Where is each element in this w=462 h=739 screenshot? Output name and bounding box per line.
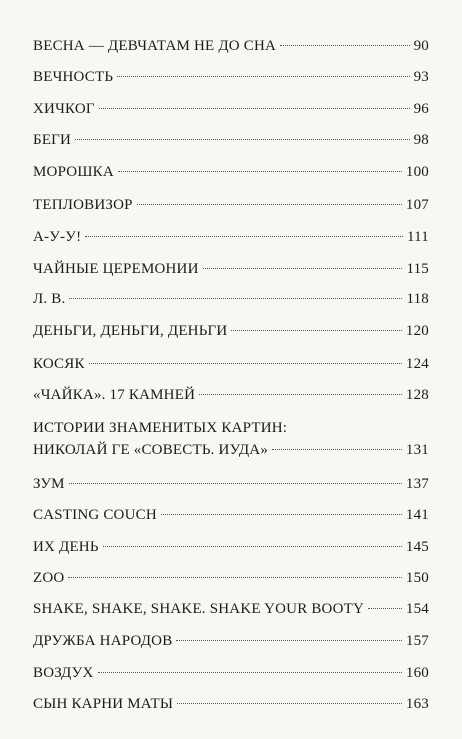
dot-leader — [68, 577, 401, 578]
toc-title: ЧАЙНЫЕ ЦЕРЕМОНИИ — [33, 261, 199, 277]
toc-title: SHAKE, SHAKE, SHAKE. SHAKE YOUR BOOTY — [33, 601, 365, 617]
toc-entry — [33, 259, 429, 279]
toc-page-number: 96 — [413, 101, 429, 117]
toc-entry — [33, 474, 429, 494]
toc-title-first-line: ИСТОРИИ ЗНАМЕНИТЫХ КАРТИН: — [33, 420, 288, 436]
toc-title: Л. В. — [33, 291, 66, 307]
toc-entry — [33, 663, 429, 683]
toc-page-number: 107 — [405, 197, 429, 213]
toc-page-number: 100 — [405, 164, 429, 180]
toc-entry — [33, 130, 429, 150]
toc-page-number: 118 — [406, 291, 429, 307]
dot-leader — [99, 108, 410, 109]
toc-title: ИХ ДЕНЬ — [33, 539, 99, 555]
toc-page-number: 141 — [405, 507, 429, 523]
toc-entry — [33, 599, 429, 619]
toc-title: ДЕНЬГИ, ДЕНЬГИ, ДЕНЬГИ — [33, 323, 228, 339]
dot-leader — [203, 268, 403, 269]
toc-entry — [33, 321, 429, 341]
toc-title: ВЕСНА — ДЕВЧАТАМ НЕ ДО СНА — [33, 38, 277, 54]
toc-title: КОСЯК — [33, 356, 85, 372]
toc-title: СЫН КАРНИ МАТЫ — [33, 696, 174, 712]
dot-leader — [103, 546, 402, 547]
toc-title: ДРУЖБА НАРОДОВ — [33, 633, 173, 649]
dot-leader — [137, 204, 402, 205]
toc-entry — [33, 99, 429, 119]
dot-leader — [161, 514, 402, 515]
toc-page-number: 93 — [413, 69, 429, 85]
dot-leader — [75, 139, 410, 140]
dot-leader — [117, 76, 409, 77]
toc-title: CASTING COUCH — [33, 507, 157, 523]
toc-page-number: 157 — [405, 633, 429, 649]
dot-leader — [231, 330, 401, 331]
toc-title: ВОЗДУХ — [33, 665, 94, 681]
toc-entry — [33, 631, 429, 651]
toc-entry — [33, 385, 429, 405]
toc-page-number: 115 — [406, 261, 429, 277]
toc-title: ЗУМ — [33, 476, 65, 492]
toc-entry — [33, 227, 429, 247]
toc-title: ХИЧКОГ — [33, 101, 95, 117]
toc-title: МОРОШКА — [33, 164, 114, 180]
dot-leader — [176, 640, 401, 641]
toc-entry — [33, 289, 429, 309]
toc-entry — [33, 162, 429, 182]
toc-title: ZOO — [33, 570, 65, 586]
toc-title: ВЕЧНОСТЬ — [33, 69, 114, 85]
toc-page-number: 90 — [413, 38, 429, 54]
dot-leader — [118, 171, 402, 172]
toc-title: ТЕПЛОВИЗОР — [33, 197, 133, 213]
dot-leader — [98, 672, 402, 673]
toc-page-number: 150 — [405, 570, 429, 586]
toc-page-number: 137 — [405, 476, 429, 492]
toc-title: БЕГИ — [33, 132, 72, 148]
dot-leader — [69, 483, 402, 484]
toc-entry — [33, 568, 429, 588]
toc-title: А-У-У! — [33, 229, 82, 245]
toc-entry — [33, 195, 429, 215]
toc-page-number: 98 — [413, 132, 429, 148]
toc-page-number: 160 — [405, 665, 429, 681]
toc-entry — [33, 67, 429, 87]
toc-entry — [33, 694, 429, 714]
toc-entry — [33, 354, 429, 374]
toc-page-number: 111 — [407, 229, 429, 245]
dot-leader — [280, 45, 410, 46]
toc-title: «ЧАЙКА». 17 КАМНЕЙ — [33, 387, 196, 403]
toc-page-number: 131 — [405, 442, 429, 458]
toc-page-number: 124 — [405, 356, 429, 372]
toc-page-number: 163 — [405, 696, 429, 712]
toc-entry — [33, 36, 429, 56]
toc-entry — [33, 505, 429, 525]
dot-leader — [199, 394, 402, 395]
dot-leader — [85, 236, 403, 237]
toc-title: НИКОЛАЙ ГЕ «СОВЕСТЬ. ИУДА» — [33, 442, 269, 458]
dot-leader — [89, 363, 402, 364]
dot-leader — [69, 298, 402, 299]
toc-page-number: 145 — [405, 539, 429, 555]
dot-leader — [177, 703, 402, 704]
dot-leader — [272, 449, 402, 450]
dot-leader — [368, 608, 402, 609]
toc-page-number: 128 — [405, 387, 429, 403]
toc-entry-two-line — [33, 418, 429, 460]
toc-entry — [33, 537, 429, 557]
toc-page-number: 154 — [405, 601, 429, 617]
toc-page-number: 120 — [405, 323, 429, 339]
